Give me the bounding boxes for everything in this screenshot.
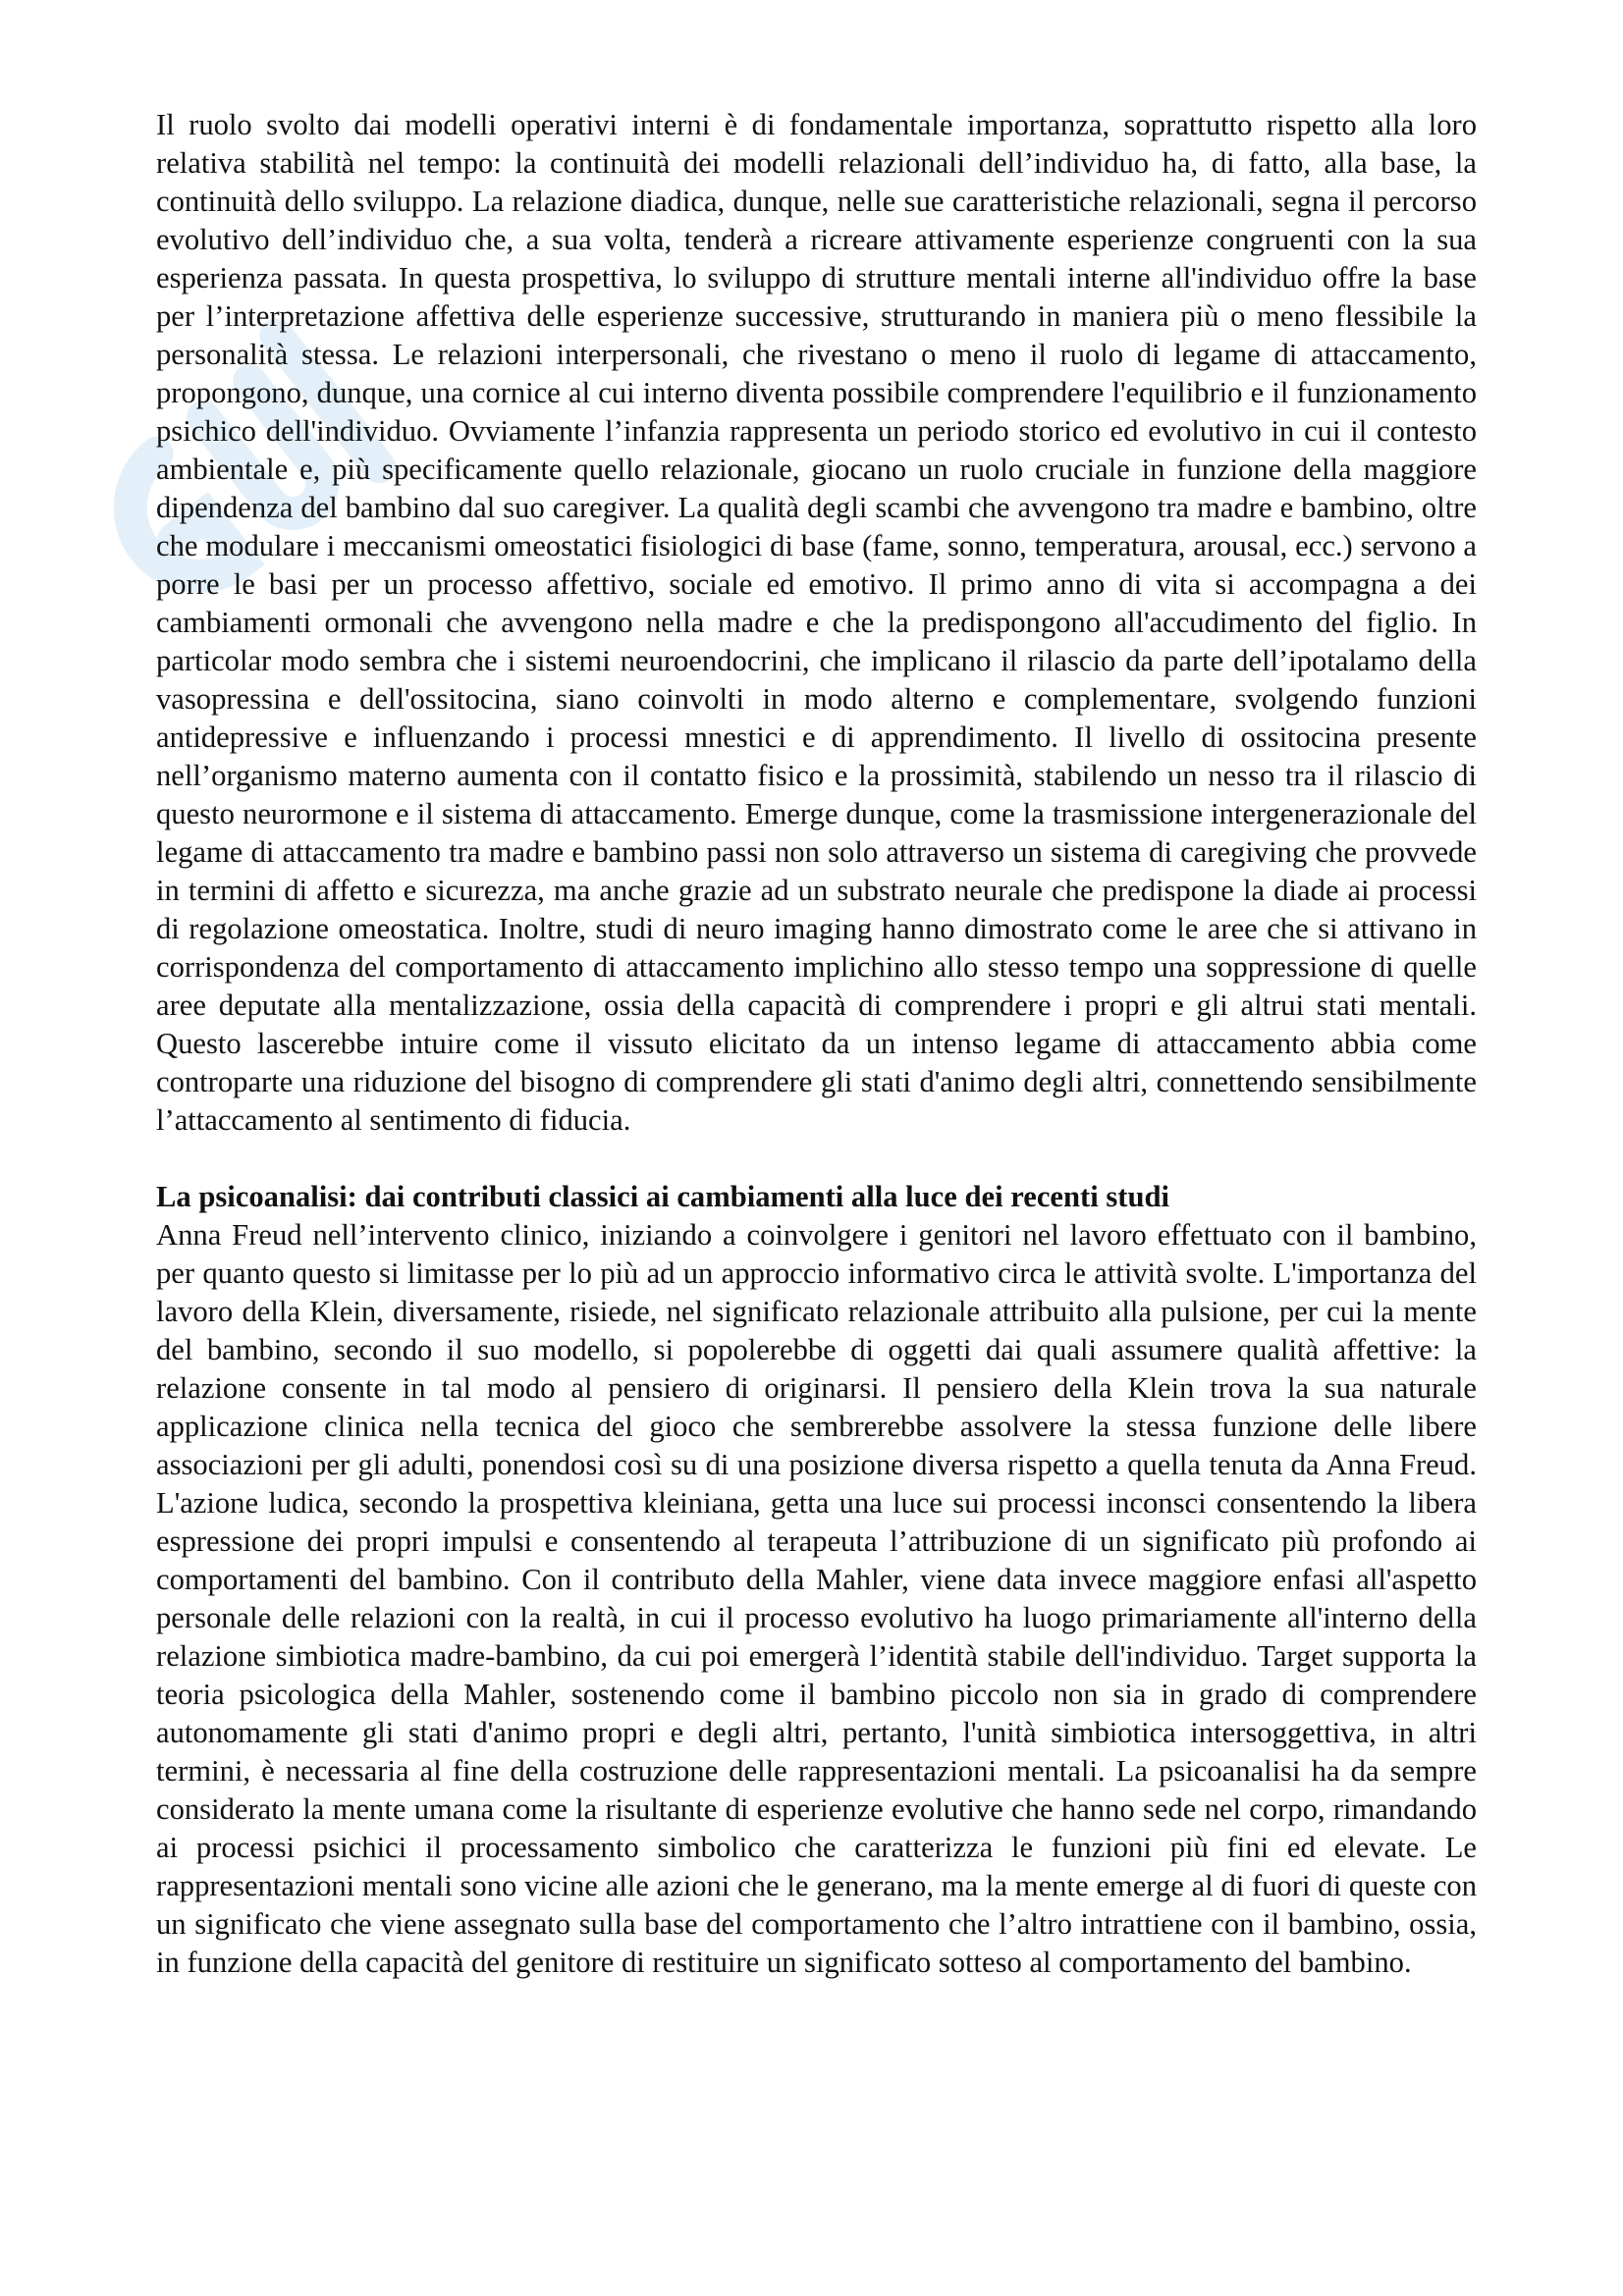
body-paragraph: Anna Freud nell’intervento clinico, iniziando a coinvolgere i genitori nel lavoro effettuato con il bambino, per quanto questo si limitasse per lo più ad un approccio informativo circa le attività svolte. L'importanza del lavoro della Klein, diversamente, risiede, nel significato relazionale attribuito alla pulsione, per cui la mente del bambino, secondo il suo modello, si popolerebbe di oggetti dai quali assumere qualità affettive: la relazione consente in tal modo al pensiero di originarsi. Il pensiero della Klein trova la sua naturale applicazione clinica nella tecnica del gioco che sembrerebbe assolvere la stessa funzione delle libere associazioni per gli adulti, ponendosi così su di una posizione diversa rispetto a quella tenuta da Anna Freud. L'azione ludica, secondo la prospettiva kleiniana, getta una luce sui processi inconsci consentendo la libera espressione dei propri impulsi e consentendo al terapeuta l’attribuzione di un significato più profondo ai comportamenti del bambino. Con il contributo della Mahler, viene data invece maggiore enfasi all'aspetto personale delle relazioni con la realtà, in cui il processo evolutivo ha luogo primariamente all'interno della relazione simbiotica madre-bambino, da cui poi emergerà l’identità stabile dell'individuo. Target supporta la teoria psicologica della Mahler, sostenendo come il bambino piccolo non sia in grado di comprendere autonomamente gli stati d'animo propri e degli altri, pertanto, l'unità simbiotica intersoggettiva, in altri termini, è necessaria al fine della costruzione delle rappresentazioni mentali. La psicoanalisi ha da sempre considerato la mente umana come la risultante di esperienze evolutive che hanno sede nel corpo, rimandando ai processi psichici il processamento simbolico che caratterizza le funzioni più fini ed elevate. Le rappresentazioni mentali sono vicine alle azioni che le generano, ma la mente emerge al di fuori di queste con un significato che viene assegnato sulla base del comportamento che l’altro intrattiene con il bambino, ossia, in funzione della capacità del genitore di restituire un significato sotteso al comportamento del bambino. [156,1218,1477,1979]
section-heading: La psicoanalisi: dai contributi classici ai cambiamenti alla luce dei recenti studi [156,1180,1169,1213]
body-paragraph: Il ruolo svolto dai modelli operativi interni è di fondamentale importanza, soprattutto rispetto alla loro relativa stabilità nel tempo: la continuità dei modelli relazionali dell’individuo ha, di fatto, alla base, la continuità dello sviluppo. La relazione diadica, dunque, nelle sue caratteristiche relazionali, segna il percorso evolutivo dell’individuo che, a sua volta, tenderà a ricreare attivamente esperienze congruenti con la sua esperienza passata. In questa prospettiva, lo sviluppo di strutture mentali interne all'individuo offre la base per l’interpretazione affettiva delle esperienze successive, strutturando in maniera più o meno flessibile la personalità stessa. Le relazioni interpersonali, che rivestano o meno il ruolo di legame di attaccamento, propongono, dunque, una cornice al cui interno diventa possibile comprendere l'equilibrio e il funzionamento psichico dell'individuo. Ovviamente l’infanzia rappresenta un periodo storico ed evolutivo in cui il contesto ambientale e, più specificamente quello relazionale, giocano un ruolo cruciale in funzione della maggiore dipendenza del bambino dal suo caregiver. La qualità degli scambi che avvengono tra madre e bambino, oltre che modulare i meccanismi omeostatici fisiologici di base (fame, sonno, temperatura, arousal, ecc.) servono a porre le basi per un processo affettivo, sociale ed emotivo. Il primo anno di vita si accompagna a dei cambiamenti ormonali che avvengono nella madre e che la predispongono all'accudimento del figlio. In particolar modo sembra che i sistemi neuroendocrini, che implicano il rilascio da parte dell’ipotalamo della vasopressina e dell'ossitocina, siano coinvolti in modo alterno e complementare, svolgendo funzioni antidepressive e influenzando i processi mnestici e di apprendimento. Il livello di ossitocina presente nell’organismo materno aumenta con il contatto fisico e la prossimità, stabilendo un nesso tra il rilascio di questo neurormone e il sistema di attaccamento. Emerge dunque, come la trasmissione intergenerazionale del legame di attaccamento tra madre e bambino passi non solo attraverso un sistema di caregiving che provvede in termini di affetto e sicurezza, ma anche grazie ad un substrato neurale che predispone la diade ai processi di regolazione omeostatica. Inoltre, studi di neuro imaging hanno dimostrato come le aree che si attivano in corrispondenza del comportamento di attaccamento implichino allo stesso tempo una soppressione di quelle aree deputate alla mentalizzazione, ossia della capacità di comprendere i propri e gli altrui stati mentali. Questo lascerebbe intuire come il vissuto elicitato da un intenso legame di attaccamento abbia come controparte una riduzione del bisogno di comprendere gli stati d'animo degli altri, connettendo sensibilmente l’attaccamento al sentimento di fiducia. [156,108,1477,1137]
document-body [156,106,1477,1982]
